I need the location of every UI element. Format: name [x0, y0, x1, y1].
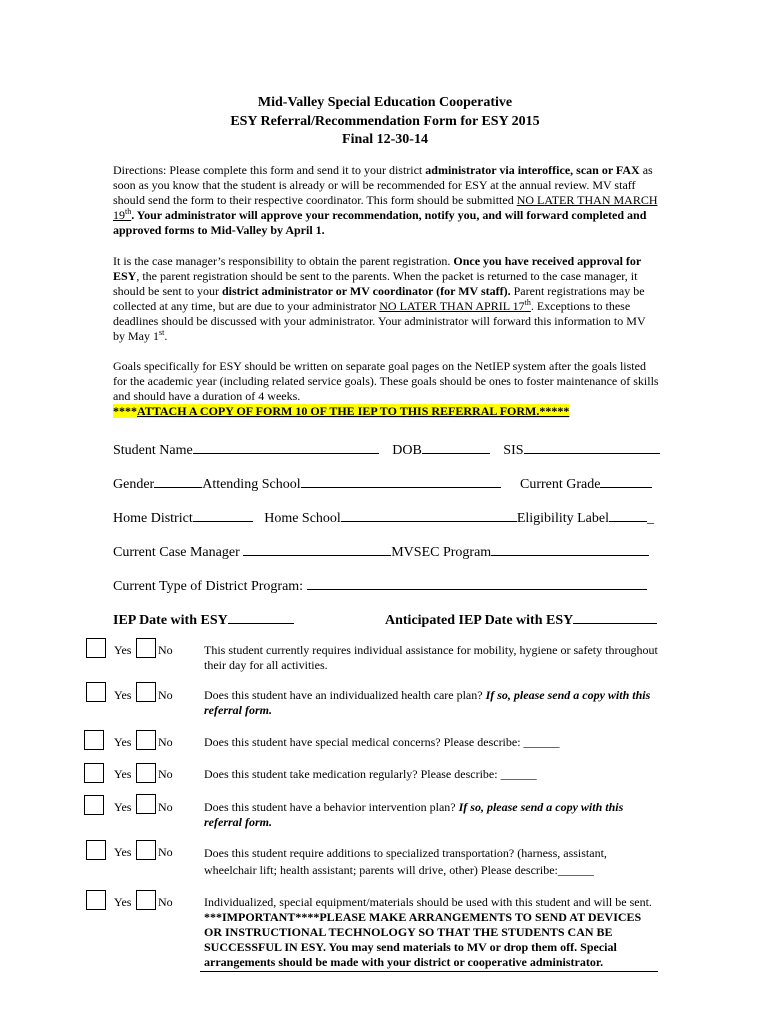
- current-grade-field[interactable]: [600, 473, 652, 488]
- sis-field[interactable]: [524, 439, 660, 454]
- yes-checkbox[interactable]: [84, 795, 104, 815]
- case-manager-label: Current Case Manager: [113, 545, 244, 560]
- no-checkbox[interactable]: [136, 682, 156, 702]
- gender-label: Gender: [113, 477, 155, 492]
- registration-bold: Once you have received approval for ESY: [113, 254, 642, 283]
- gender-field[interactable]: [154, 473, 202, 488]
- question-text: This student currently requires individual assistance for mobility, hygiene or safety throughout their day for all activities.: [204, 643, 658, 672]
- no-checkbox[interactable]: [136, 763, 156, 783]
- question-text: Does this student have an individualized health care plan? If so, please send a copy with this referral form.: [204, 688, 651, 717]
- current-grade-group: [520, 473, 652, 492]
- form-title: ESY Referral/Recommendation Form for ESY 2015: [230, 114, 540, 129]
- iep-date-field[interactable]: [228, 609, 294, 624]
- registration-bold: district administrator or MV coordinator (for MV staff).: [222, 284, 511, 298]
- directions-text: Directions: Please complete this form and send it to your district: [113, 163, 426, 177]
- registration-text: It is the case manager’s responsibility to obtain the parent registration.: [113, 254, 454, 268]
- iep-date-group: [113, 609, 294, 628]
- deadline-april: NO LATER THAN APRIL 17th: [379, 298, 531, 313]
- yes-label: Yes: [114, 688, 132, 702]
- dob-label: DOB: [392, 443, 422, 458]
- student-name-field[interactable]: [193, 439, 379, 454]
- home-school-label: Home School: [264, 511, 341, 526]
- no-label: No: [158, 643, 173, 657]
- registration-text: . Exceptions to these deadlines should be discussed with your administrator. Your administrator will forward this information to MV by May 1: [113, 299, 646, 343]
- form-version: Final 12-30-14: [342, 132, 428, 147]
- yes-checkbox[interactable]: [86, 638, 106, 658]
- no-label: No: [158, 895, 173, 909]
- anticipated-iep-label: Anticipated IEP Date with ESY: [385, 613, 574, 628]
- question-note: If so, please send a copy with this referral form.: [204, 800, 624, 829]
- yes-label: Yes: [114, 895, 132, 909]
- student-name-row: [113, 439, 660, 458]
- no-checkbox[interactable]: [136, 890, 156, 910]
- registration-paragraph: [113, 254, 660, 344]
- registration-text: , the parent registration should be sent to the parents. When the packet is returned to the case manager, it should be sent to your: [113, 269, 638, 298]
- attach-text: ATTACH A COPY OF FORM 10 OF THE IEP TO THIS REFERRAL FORM.*****: [137, 404, 570, 418]
- gender-row: [113, 473, 501, 492]
- attach-prefix: ****: [113, 404, 137, 418]
- anticipated-iep-field[interactable]: [573, 609, 657, 624]
- no-label: No: [158, 845, 173, 859]
- yes-label: Yes: [114, 643, 132, 657]
- directions-bold: administrator via interoffice, scan or FAX: [425, 163, 640, 177]
- case-manager-field[interactable]: [243, 541, 391, 556]
- district-program-label: Current Type of District Program:: [113, 579, 307, 594]
- registration-text: .: [164, 329, 168, 343]
- no-label: No: [158, 800, 173, 814]
- anticipated-iep-group: [385, 609, 657, 628]
- attending-school-field[interactable]: [301, 473, 501, 488]
- no-checkbox[interactable]: [136, 638, 156, 658]
- bottom-divider: [200, 971, 658, 972]
- no-label: No: [158, 688, 173, 702]
- mvsec-program-label: MVSEC Program: [391, 545, 492, 560]
- sis-label: SIS: [503, 443, 524, 458]
- yes-label: Yes: [114, 735, 132, 749]
- question-text: Does this student have a behavior intervention plan? If so, please send a copy with this referral form.: [204, 800, 624, 829]
- no-checkbox[interactable]: [136, 794, 156, 814]
- yes-label: Yes: [114, 800, 132, 814]
- yes-checkbox[interactable]: [84, 730, 104, 750]
- eligibility-label: Eligibility Label: [516, 511, 609, 526]
- question-text: Does this student require additions to specialized transportation? (harness, assistant, wheelchair lift; health assistant; parents will drive, other) Please describe:______: [204, 846, 607, 877]
- no-label: No: [158, 767, 173, 781]
- important-notice: ***IMPORTANT****PLEASE MAKE ARRANGEMENTS TO SEND AT DEVICES OR INSTRUCTIONAL TECHNOLOGY SO THAT THE STUDENTS CAN BE SUCCESSFUL IN ESY. You may send materials to MV or drop them off. Special arrangements should be made with your district or cooperative administrator.: [204, 910, 642, 969]
- district-program-row: [113, 575, 647, 594]
- home-school-field[interactable]: [341, 507, 517, 522]
- yes-checkbox[interactable]: [86, 682, 106, 702]
- iep-date-label: IEP Date with ESY: [113, 613, 228, 628]
- current-grade-label: Current Grade: [520, 477, 601, 492]
- org-title: Mid-Valley Special Education Cooperative: [257, 95, 513, 110]
- mvsec-program-field[interactable]: [491, 541, 649, 556]
- no-checkbox[interactable]: [136, 840, 156, 860]
- student-name-label: Student Name: [113, 443, 193, 458]
- yes-checkbox[interactable]: [86, 890, 106, 910]
- eligibility-tail: _: [646, 511, 654, 526]
- attending-school-label: Attending School: [202, 477, 301, 492]
- home-district-field[interactable]: [193, 507, 253, 522]
- directions-bold: . Your administrator will approve your recommendation, notify you, and will forward completed and approved forms to Mid-Valley by April 1.: [113, 208, 647, 237]
- no-label: No: [158, 735, 173, 749]
- question-text: Does this student take medication regularly? Please describe: ______: [204, 767, 537, 781]
- attach-notice: [113, 404, 569, 419]
- question-text: Individualized, special equipment/materials should be used with this student and will be sent. ***IMPORTANT****PLEASE MAKE ARRANGEMENTS TO SEND AT DEVICES OR INSTRUCTIONAL TECHNOLOGY SO THAT THE STUDENTS CAN BE SUCCESSFUL IN ESY. You may send materials to MV or drop them off. Special arrangements should be made with your district or cooperative administrator.: [204, 895, 652, 969]
- directions-paragraph: [113, 163, 660, 238]
- superscript: st: [159, 328, 165, 337]
- eligibility-field[interactable]: [609, 507, 647, 522]
- yes-checkbox[interactable]: [84, 763, 104, 783]
- dob-field[interactable]: [422, 439, 490, 454]
- goals-paragraph: Goals specifically for ESY should be written on separate goal pages on the NetIEP system after the goals listed for the academic year (including related service goals). These goals should be ones to foster maintenance of skills and should have a duration of 4 weeks.: [113, 359, 659, 403]
- yes-label: Yes: [114, 845, 132, 859]
- case-manager-row: [113, 541, 649, 560]
- no-checkbox[interactable]: [136, 730, 156, 750]
- home-district-row: [113, 507, 654, 526]
- registration-text: Parent registrations may be collected at any time, but are due to your administrator: [113, 284, 645, 313]
- yes-label: Yes: [114, 767, 132, 781]
- yes-checkbox[interactable]: [86, 840, 106, 860]
- deadline-march: NO LATER THAN MARCH 19th: [113, 193, 658, 222]
- question-note: If so, please send a copy with this referral form.: [204, 688, 651, 717]
- home-district-label: Home District: [113, 511, 193, 526]
- district-program-field[interactable]: [307, 575, 647, 590]
- question-text: Does this student have special medical concerns? Please describe: ______: [204, 735, 560, 749]
- directions-text: as soon as you know that the student is already or will be recommended for ESY at the annual review. MV staff should send the form to their respective coordinator. This form should be submitted: [113, 163, 653, 207]
